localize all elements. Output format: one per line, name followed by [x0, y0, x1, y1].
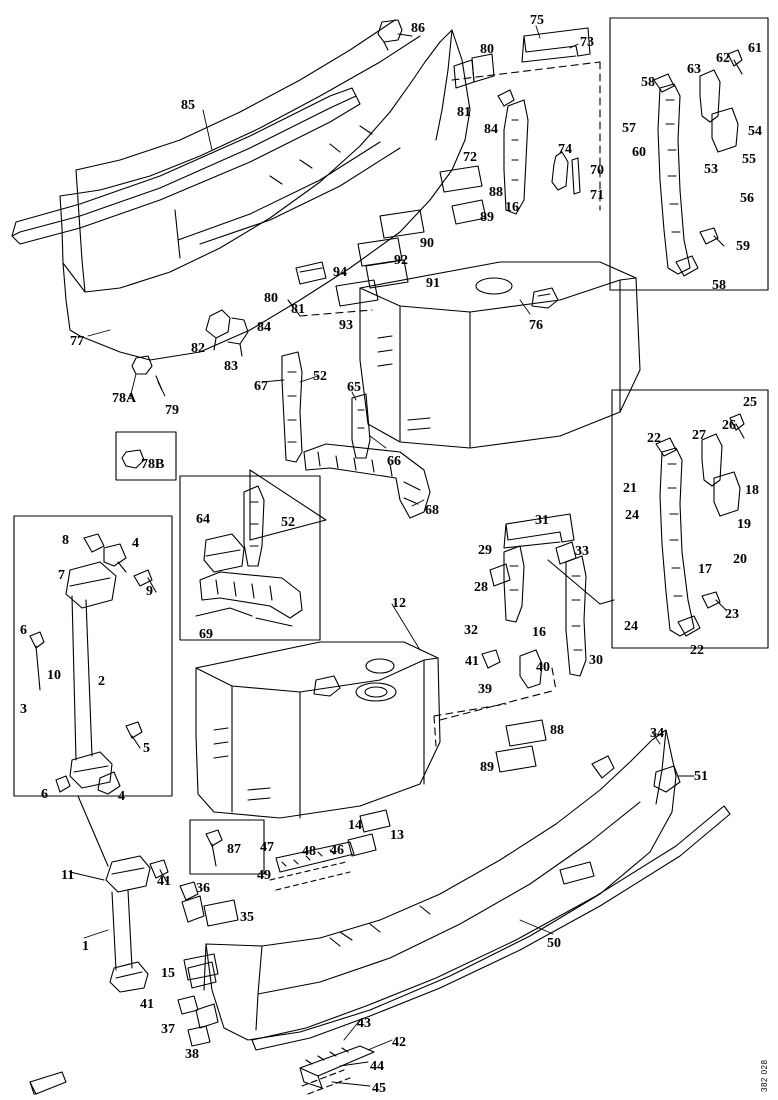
callout-55: 55: [742, 152, 756, 167]
callout-88: 88: [489, 185, 503, 200]
callout-19: 19: [737, 517, 751, 532]
callout-50: 50: [547, 936, 561, 951]
callout-36: 36: [196, 881, 210, 896]
callout-51: 51: [694, 769, 708, 784]
callout-53: 53: [704, 162, 718, 177]
callout-81-lower: 81: [291, 302, 305, 317]
callout-84-lower: 84: [257, 320, 271, 335]
callout-3: 3: [20, 702, 27, 717]
callout-37: 37: [161, 1022, 175, 1037]
callout-33: 33: [575, 544, 589, 559]
callout-68: 68: [425, 503, 439, 518]
callout-61: 61: [748, 41, 762, 56]
callout-20: 20: [733, 552, 747, 567]
callout-15: 15: [161, 966, 175, 981]
callout-88-lower: 88: [550, 723, 564, 738]
callout-49: 49: [257, 868, 271, 883]
callout-63: 63: [687, 62, 701, 77]
callout-22: 22: [647, 431, 661, 446]
callout-6: 6: [20, 623, 27, 638]
callout-64: 64: [196, 512, 210, 527]
callout-14: 14: [348, 818, 362, 833]
callout-57: 57: [622, 121, 636, 136]
callout-31: 31: [535, 513, 549, 528]
callout-71: 71: [590, 188, 604, 203]
callout-6-lower: 6: [41, 787, 48, 802]
callout-5: 5: [143, 741, 150, 756]
callout-94: 94: [333, 265, 347, 280]
callout-24: 24: [625, 508, 639, 523]
callout-60: 60: [632, 145, 646, 160]
callout-18: 18: [745, 483, 759, 498]
callout-76: 76: [529, 318, 543, 333]
callout-65: 65: [347, 380, 361, 395]
callout-39: 39: [478, 682, 492, 697]
callout-82: 82: [191, 341, 205, 356]
drawing-number: 382 028: [760, 1059, 769, 1092]
callout-27: 27: [692, 428, 706, 443]
callout-66: 66: [387, 454, 401, 469]
callout-41: 41: [465, 654, 479, 669]
callout-74: 74: [558, 142, 572, 157]
callout-62: 62: [716, 51, 730, 66]
callout-80: 80: [480, 42, 494, 57]
callout-52: 52: [313, 369, 327, 384]
callout-40: 40: [536, 660, 550, 675]
callout-59: 59: [736, 239, 750, 254]
callout-2: 2: [98, 674, 105, 689]
callout-4-lower: 4: [118, 789, 125, 804]
callout-84: 84: [484, 122, 498, 137]
callout-41-mid: 41: [157, 874, 171, 889]
callout-73: 73: [580, 35, 594, 50]
callout-83: 83: [224, 359, 238, 374]
callout-80-lower: 80: [264, 291, 278, 306]
callout-70: 70: [590, 163, 604, 178]
callout-9: 9: [146, 584, 153, 599]
callout-77: 77: [70, 334, 84, 349]
callout-46: 46: [330, 843, 344, 858]
callout-91: 91: [426, 276, 440, 291]
callout-78A: 78A: [112, 391, 137, 406]
callout-23: 23: [725, 607, 739, 622]
callout-45: 45: [372, 1081, 386, 1096]
callout-41-lower: 41: [140, 997, 154, 1012]
callout-89-lower: 89: [480, 760, 494, 775]
callout-48: 48: [302, 844, 316, 859]
callout-52-inset: 52: [281, 515, 295, 530]
callout-75: 75: [530, 13, 544, 28]
callout-12: 12: [392, 596, 406, 611]
callout-44: 44: [370, 1059, 384, 1074]
callout-22-lower: 22: [690, 643, 704, 658]
callout-92: 92: [394, 253, 408, 268]
callout-34: 34: [650, 726, 664, 741]
callout-30: 30: [589, 653, 603, 668]
callout-58: 58: [641, 75, 655, 90]
callout-81: 81: [457, 105, 471, 120]
callout-87: 87: [227, 842, 241, 857]
callout-28: 28: [474, 580, 488, 595]
callout-16: 16: [505, 200, 519, 215]
callout-93: 93: [339, 318, 353, 333]
callout-58-lower: 58: [712, 278, 726, 293]
callout-25: 25: [743, 395, 757, 410]
callout-11: 11: [61, 868, 75, 883]
callout-72: 72: [463, 150, 477, 165]
callout-29: 29: [478, 543, 492, 558]
callout-85: 85: [181, 98, 195, 113]
callout-69: 69: [199, 627, 213, 642]
callout-17: 17: [698, 562, 712, 577]
callout-32: 32: [464, 623, 478, 638]
callout-47: 47: [260, 840, 274, 855]
callout-38: 38: [185, 1047, 199, 1062]
callout-4: 4: [132, 536, 139, 551]
callout-21: 21: [623, 481, 637, 496]
callout-13: 13: [390, 828, 404, 843]
callout-10: 10: [47, 668, 61, 683]
callout-67: 67: [254, 379, 268, 394]
callout-43: 43: [357, 1016, 371, 1031]
callout-7: 7: [58, 568, 65, 583]
callout-35: 35: [240, 910, 254, 925]
callout-90: 90: [420, 236, 434, 251]
callout-79: 79: [165, 403, 179, 418]
callout-86: 86: [411, 21, 425, 36]
callout-24-lower: 24: [624, 619, 638, 634]
callout-1: 1: [82, 939, 89, 954]
callout-16-mid: 16: [532, 625, 546, 640]
callout-78B: 78B: [141, 457, 165, 472]
callout-56: 56: [740, 191, 754, 206]
callout-8: 8: [62, 533, 69, 548]
callout-42: 42: [392, 1035, 406, 1050]
callout-26: 26: [722, 418, 736, 433]
callout-89: 89: [480, 210, 494, 225]
callout-54: 54: [748, 124, 762, 139]
